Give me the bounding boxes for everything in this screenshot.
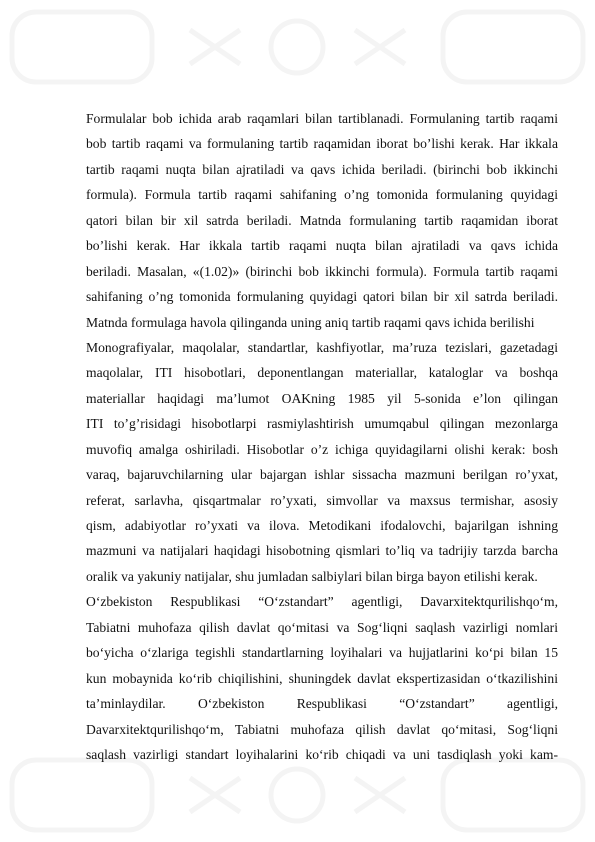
- text-line: Davarxitektqurilishqo‘m, Tabiatni muhofaza qilish davlat qo‘mitasi, Sog‘liqni: [86, 721, 558, 737]
- text-line: formula). Formula tartib raqami sahifaning o’ng tomonida formulaning quyidagi: [86, 187, 558, 203]
- text-line: ITI to’g’risidagi hisobotlarpi rasmiylashtirish umumqabul qilingan mezonlarga: [86, 416, 558, 432]
- text-line: Tabiatni muhofaza qilish davlat qo‘mitasi va Sog‘liqni saqlash vazirligi nomlari: [86, 619, 558, 635]
- text-line: qism, adabiyotlar ro’yxati va ilova. Metodikani ifodalovchi, bajarilgan ishning: [86, 518, 558, 533]
- text-line: O‘zbekiston Respublikasi “O‘zstandart” agentligi, Davarxitektqurilishqo‘m,: [86, 594, 558, 610]
- text-line: maqolalar, ITI hisobotlari, deponentlangan materiallar, kataloglar va boshqa: [86, 365, 558, 381]
- text-line: saqlash vazirligi standart loyihalarini ko‘rib chiqadi va uni tasdiqlash yoki kam-: [86, 746, 558, 762]
- text-line: varaq, bajaruvchilarning ular bajargan ishlar sissacha mazmuni berilgan ro’yxat,: [86, 467, 558, 483]
- text-line: tartib raqami nuqta bilan ajratiladi va qavs ichida beriladi. (birinchi bob ikkinchi: [86, 161, 558, 177]
- text-line: Monografiyalar, maqolalar, standartlar, kashfiyotlar, ma’ruza tezislari, gazetadagi: [86, 339, 558, 355]
- text-line: Formulalar bob ichida arab raqamlari bilan tartiblanadi. Formulaning tartib raqami: [86, 111, 558, 126]
- text-line: ta’minlaydilar. O‘zbekiston Respublikasi “O‘zstandart” agentligi,: [86, 696, 558, 712]
- text-line: kun mobaynida ko‘rib chiqilishini, shuningdek davlat ekspertizasidan o‘tkazilishini: [86, 670, 558, 686]
- text-line: bob tartib raqami va formulaning tartib raqamidan iborat bo’lishi kerak. Har ikkala: [86, 136, 558, 152]
- body-text: [86, 106, 558, 767]
- text-line: muvofiq amalga oshiriladi. Hisobotlar o’z ichiga quyidagilarni olishi kerak: bosh: [86, 441, 558, 457]
- text-line: beriladi. Masalan, «(1.02)» (birinchi bob ikkinchi formula). Formula tartib raqami: [86, 263, 558, 279]
- text-line: mazmuni va natijalari haqidagi hisobotning qismlari to’liq va tadrijiy tarzda barcha: [86, 543, 558, 559]
- text-line: bo’lishi kerak. Har ikkala tartib raqami nuqta bilan ajratiladi va qavs ichida: [86, 238, 558, 254]
- text-line: Matnda formulaga havola qilinganda uning aniq tartib raqami qavs ichida berilishi: [86, 314, 535, 330]
- text-line: qatori bilan bir xil satrda beriladi. Matnda formulaning tartib raqamidan iborat: [86, 212, 558, 228]
- text-line: oralik va yakuniy natijalar, shu jumladan salbiylari bilan birga bayon etilishi kerak.: [86, 568, 538, 584]
- text-line: materiallar haqidagi ma’lumot OAKning 1985 yil 5-sonida e’lon qilingan: [86, 390, 558, 406]
- text-line: sahifaning o’ng tomonida formulaning quyidagi qatori bilan bir xil satrda beriladi.: [86, 289, 558, 305]
- text-line: referat, sarlavha, qisqartmalar ro’yxati, simvollar va maxsus termishar, asosiy: [86, 492, 558, 508]
- text-line: bo‘yicha o‘zlariga tegishli standartlarning loyihalari va hujjatlarini ko‘pi bilan 15: [86, 645, 558, 661]
